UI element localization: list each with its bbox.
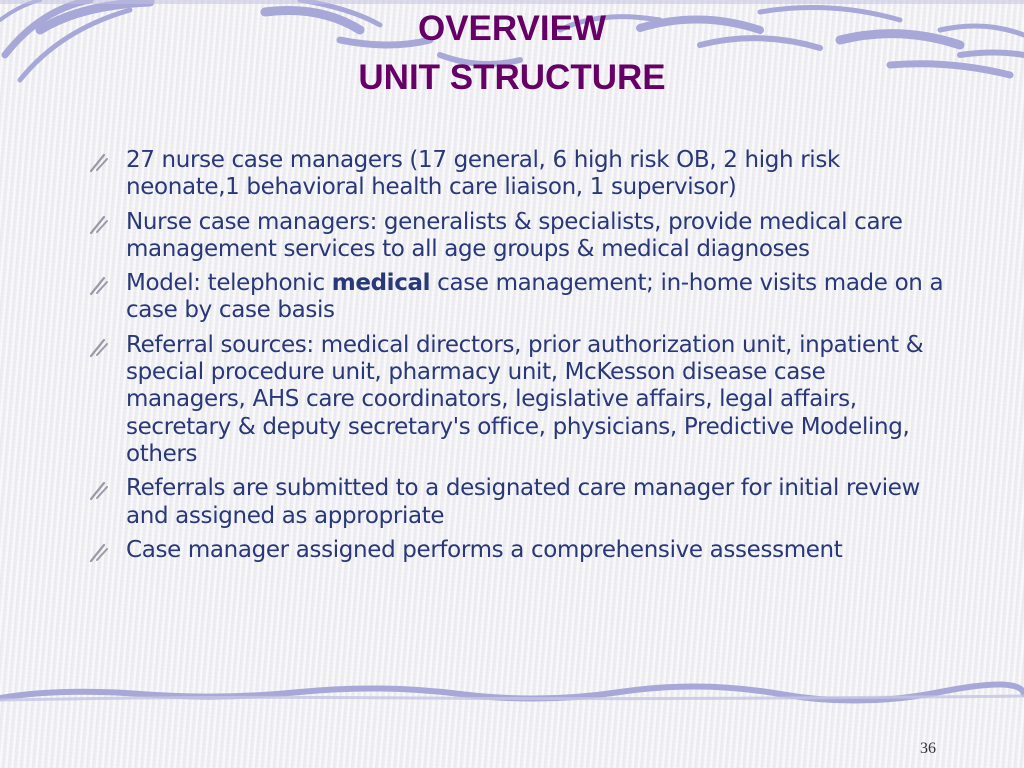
bullet-item (88, 475, 948, 530)
quill-bullet-icon (88, 213, 110, 235)
quill-bullet-icon (88, 274, 110, 296)
bullet-text-pre: Model: telephonic (126, 270, 332, 297)
bullet-item (88, 147, 948, 202)
slide-number: 36 (920, 740, 936, 757)
bullet-item (88, 209, 948, 264)
bullet-item (88, 270, 948, 325)
bullet-text-post: case management; in-home visits made on a case by case basis (126, 270, 944, 324)
bullet-text: Referral sources: medical directors, prior authorization unit, inpatient & special procedure unit, pharmacy unit, McKesson disease case managers, AHS care coordinators, legislative affairs, legal affairs, secretary & deputy secretary's office, physicians, Predictive Modeling, others (126, 331, 924, 467)
bullet-item (88, 332, 948, 468)
quill-bullet-icon (88, 479, 110, 501)
slide-title (0, 4, 1024, 102)
bullet-list (88, 147, 948, 571)
bullet-text-bold: medical (331, 270, 431, 297)
bullet-item (88, 537, 948, 564)
quill-bullet-icon (88, 151, 110, 173)
slide-title-line-1: OVERVIEW (417, 9, 606, 48)
quill-bullet-icon (88, 541, 110, 563)
quill-bullet-icon (88, 336, 110, 358)
bullet-text: Case manager assigned performs a comprehensive assessment (126, 536, 843, 563)
bullet-text: 27 nurse case managers (17 general, 6 high risk OB, 2 high risk neonate,1 behavioral health care liaison, 1 supervisor) (126, 147, 840, 201)
bottom-swoosh-decoration (0, 680, 1024, 710)
slide-title-line-2: UNIT STRUCTURE (358, 58, 666, 97)
bullet-text: Nurse case managers: generalists & specialists, provide medical care management services to all age groups & medical diagnoses (126, 208, 903, 262)
bullet-text: Referrals are submitted to a designated care manager for initial review and assigned as appropriate (126, 475, 921, 529)
